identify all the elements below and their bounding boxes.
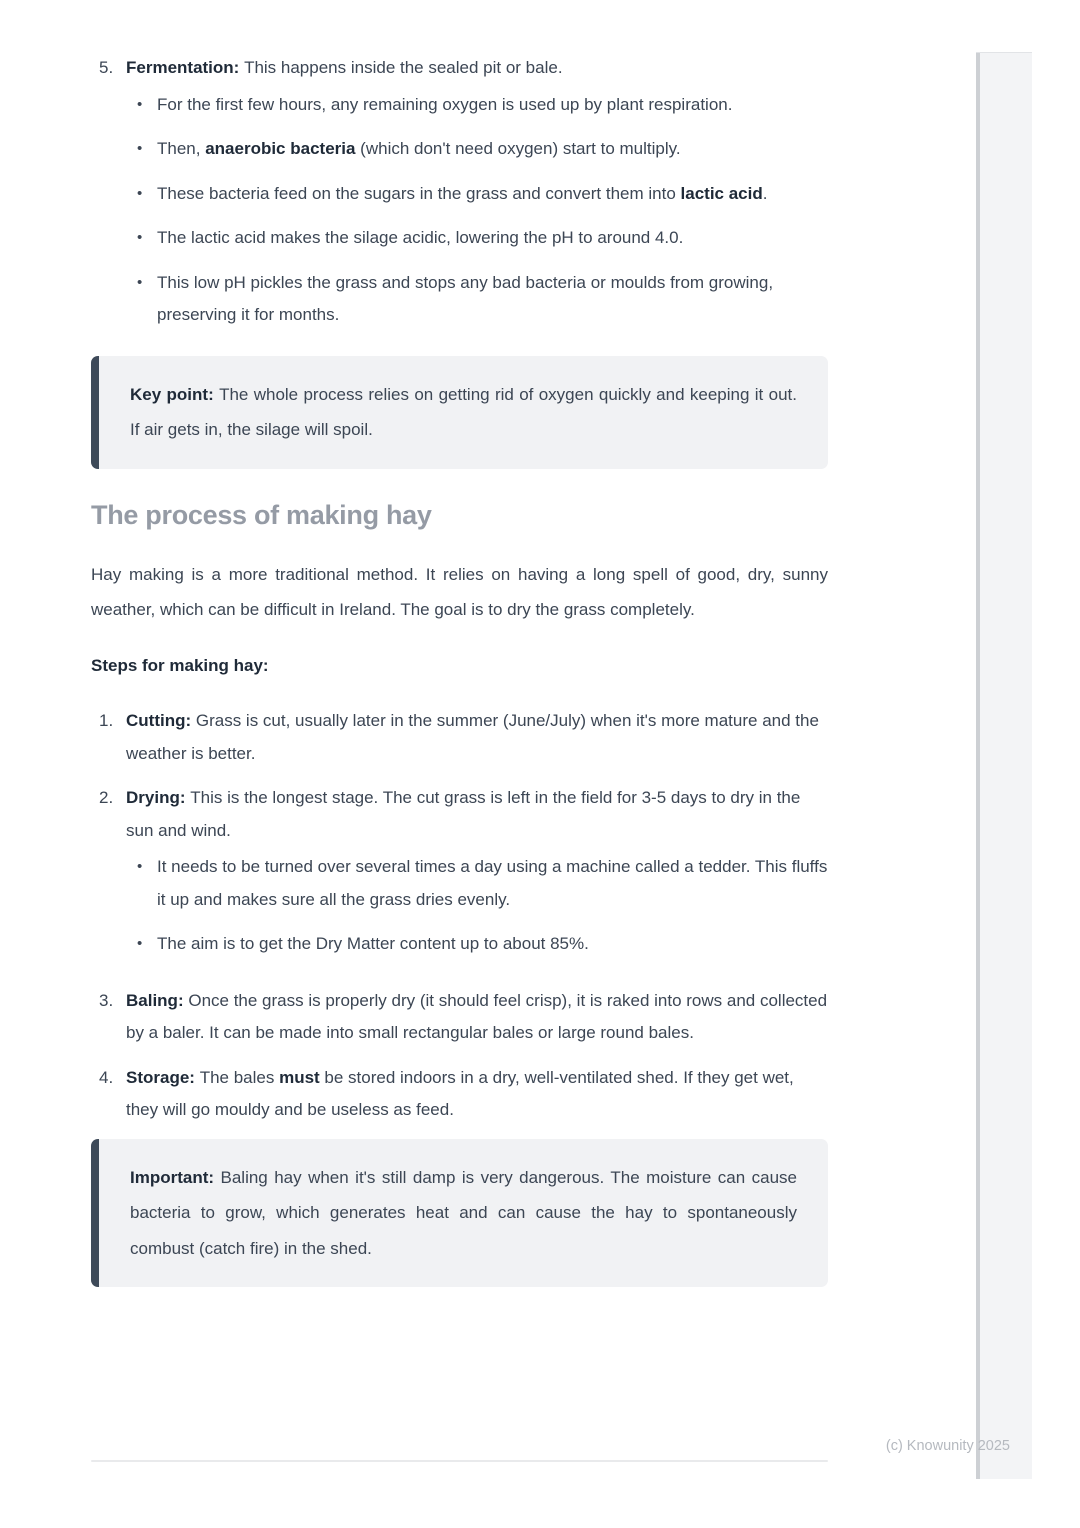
bullet-text: It needs to be turned over several times a day using a machine called a tedder. This fluffs it up and makes sure all the grass dries evenly. xyxy=(157,857,828,909)
bullet-marker: • xyxy=(137,140,143,157)
list-number: 2. xyxy=(99,788,114,808)
important-callout xyxy=(91,1139,828,1288)
bullet-text: Then, anaerobic bacteria (which don't need oxygen) start to multiply. xyxy=(157,139,681,158)
step-text: Drying: This is the longest stage. The cut grass is left in the field for 3-5 days to dry in the sun and wind. xyxy=(126,788,801,840)
bullet-item xyxy=(126,267,828,332)
bullet-text: This low pH pickles the grass and stops any bad bacteria or moulds from growing, preserving it for months. xyxy=(157,272,774,324)
drying-bullets xyxy=(126,851,828,961)
bullet-item xyxy=(126,928,828,961)
bullet-item xyxy=(126,133,828,166)
bullet-marker: • xyxy=(137,229,143,246)
hay-steps-list xyxy=(91,705,828,1127)
list-number: 5. xyxy=(99,58,114,77)
fermentation-text: Fermentation: This happens inside the sealed pit or bale. xyxy=(126,58,563,77)
bullet-marker: • xyxy=(137,273,143,291)
copyright-text: (c) Knowunity 2025 xyxy=(885,1438,1010,1454)
list-item-baling xyxy=(91,985,828,1050)
section-heading-hay: The process of making hay xyxy=(91,499,432,530)
page-bottom-divider xyxy=(91,1460,828,1462)
list-item-storage xyxy=(91,1062,828,1127)
bullet-item xyxy=(126,222,828,255)
bullet-marker: • xyxy=(137,935,143,953)
list-number: 1. xyxy=(99,711,114,731)
steps-subheading: Steps for making hay: xyxy=(91,655,269,675)
bullet-text: These bacteria feed on the sugars in the grass and convert them into lactic acid. xyxy=(157,183,768,203)
list-number: 3. xyxy=(99,990,114,1010)
bullet-item xyxy=(126,178,828,211)
bullet-marker: • xyxy=(137,184,143,202)
bullet-text: For the first few hours, any remaining oxygen is used up by plant respiration. xyxy=(157,94,733,114)
bullet-marker: • xyxy=(137,95,143,113)
hay-intro-paragraph: Hay making is a more traditional method. It relies on having a long spell of good, dry, sunny weather, which can be difficult in Ireland. The goal is to dry the grass completely. xyxy=(91,564,828,620)
bullet-text: The aim is to get the Dry Matter content up to about 85%. xyxy=(157,934,589,954)
step-text: Cutting: Grass is cut, usually later in the summer (June/July) when it's more mature and the weather is better. xyxy=(126,711,819,763)
keypoint-callout xyxy=(91,356,828,469)
bullet-item xyxy=(126,851,828,916)
list-number: 4. xyxy=(99,1067,114,1087)
bullet-item xyxy=(126,89,828,122)
scrollbar-track[interactable] xyxy=(976,52,1032,1479)
scrollbar-thumb[interactable] xyxy=(976,53,980,1479)
fermentation-bullets xyxy=(126,89,828,332)
step-text: Baling: Once the grass is properly dry (it should feel crisp), it is raked into rows and collected by a baler. It can be made into small rectangular bales or large round bales. xyxy=(126,990,828,1043)
list-item-cutting xyxy=(91,705,828,770)
bullet-marker: • xyxy=(137,858,143,876)
bullet-text: The lactic acid makes the silage acidic, lowering the pH to around 4.0. xyxy=(157,228,684,247)
step-text: Storage: The bales must be stored indoors in a dry, well-ventilated shed. If they get wet, they will go mouldy and be useless as feed. xyxy=(126,1067,794,1120)
keypoint-text: Key point: The whole process relies on getting rid of oxygen quickly and keeping it out. If air gets in, the silage will spoil. xyxy=(130,384,797,439)
important-text: Important: Baling hay when it's still damp is very dangerous. The moisture can cause bacteria to grow, which generates heat and can cause the hay to spontaneously combust (catch fire) in the shed. xyxy=(130,1167,797,1258)
fermentation-list xyxy=(91,52,828,344)
document-body xyxy=(91,52,828,1287)
list-item-drying xyxy=(91,782,828,973)
list-item-fermentation xyxy=(91,52,828,344)
